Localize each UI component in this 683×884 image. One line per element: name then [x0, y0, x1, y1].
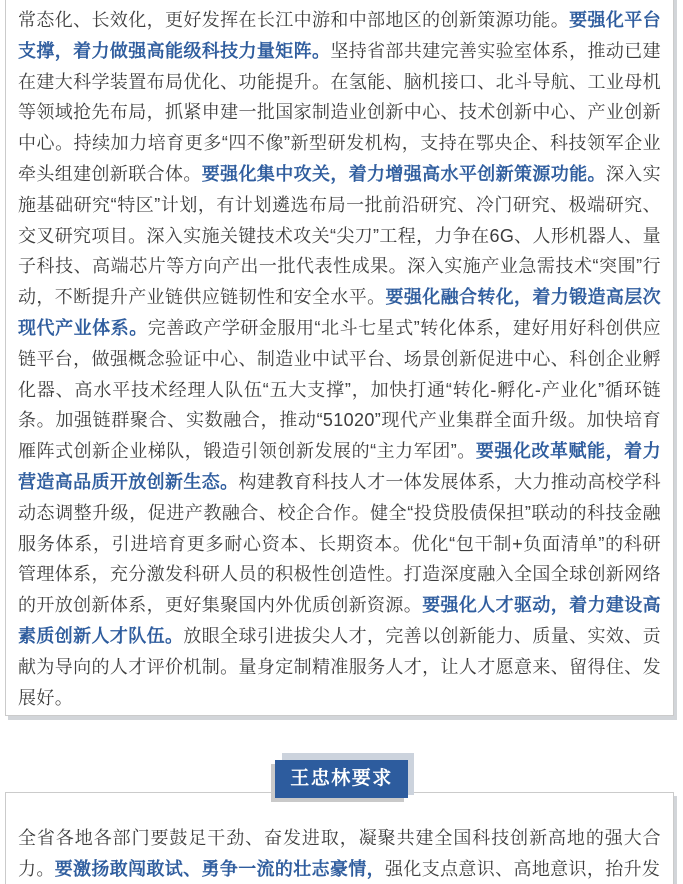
body-text: 强化支点意识、高地意识，抬升发 — [385, 859, 661, 880]
body-text: 常态化、长效化，更好发挥在长江中游和中部地区的创新策源功能。 — [18, 10, 570, 30]
emphasis-text: 要强化人才驱动，着力建设高素质创新人才队伍。 — [18, 595, 661, 646]
paragraph-strengthen-measures — [18, 5, 661, 713]
section-strengthen-measures-box — [5, 0, 674, 716]
body-text: 完善政产学研金服用“北斗七星式”转化体系，建好用好科创供应链平台，做强概念验证中心、制造业中试平台、场景创新促进中心、科创企业孵化器、高水平技术经理人队伍“五大支撑”，加快打通“转化-孵化-产业化”循环链条。加强链群聚合、实数融合，推动“51020”现代产业集群全面升级。加快培育雁阵式创新企业梯队，锻造引领创新发展的“主力军团”。 — [18, 317, 661, 462]
emphasis-text: 要强化改革赋能，着力营造高品质开放创新生态。 — [18, 441, 662, 492]
emphasis-text: 要激扬敢闯敢试、勇争一流的壮志豪情， — [54, 859, 386, 880]
emphasis-text: 要强化平台支撑，着力做强高能级科技力量矩阵。 — [18, 10, 662, 61]
emphasis-text: 要强化集中攻关，着力增强高水平创新策源功能。 — [201, 163, 606, 184]
section-divider — [0, 760, 683, 798]
badge-label: 王忠林要求 — [290, 768, 393, 790]
body-text: 放眼全球引进拔尖人才，完善以创新能力、质量、实效、贡献为导向的人才评价机制。量身定制精准服务人才，让人才愿意来、留得住、发展好。 — [18, 625, 661, 708]
paragraph-requirements — [18, 823, 661, 884]
body-text: 深入实施基础研究“特区”计划，有计划遴选布局一批前沿研究、冷门研究、极端研究、交叉研究项目。深入实施关键技术攻关“尖刀”工程，力争在6G、人形机器人、量子科技、高端芯片等方向产出一批代表性成果。深入实施产业急需技术“突围”行动，不断提升产业链供应链韧性和安全水平。 — [18, 163, 661, 308]
emphasis-text: 要强化融合转化，着力锻造高层次现代产业体系。 — [18, 287, 662, 338]
section-requirements-box — [5, 792, 674, 884]
body-text: 全省各地各部门要鼓足干劲、奋发进取，凝聚共建全国科技创新高地的强大合力。 — [18, 828, 661, 880]
body-text: 构建教育科技人才一体发展体系，大力推动高校学科动态调整升级，促进产教融合、校企合作。健全“投贷股债保担”联动的科技金融服务体系，引进培育更多耐心资本、长期资本。优化“包干制+负面清单”的科研管理体系，充分激发科研人员的积极性创造性。打造深度融入全国全球创新网络的开放创新体系，更好集聚国内外优质创新资源。 — [18, 471, 661, 616]
wang-zhonglin-requires-badge — [275, 760, 408, 798]
body-text: 坚持省部共建完善实验室体系，推动已建在建大科学装置布局优化、功能提升。在氢能、脑机接口、北斗导航、工业母机等领域抢先布局，抓紧申建一批国家制造业创新中心、技术创新中心、产业创新中心。持续加力培育更多“四不像”新型研发机构，支持在鄂央企、科技领军企业牵头组建创新联合体。 — [18, 40, 661, 184]
